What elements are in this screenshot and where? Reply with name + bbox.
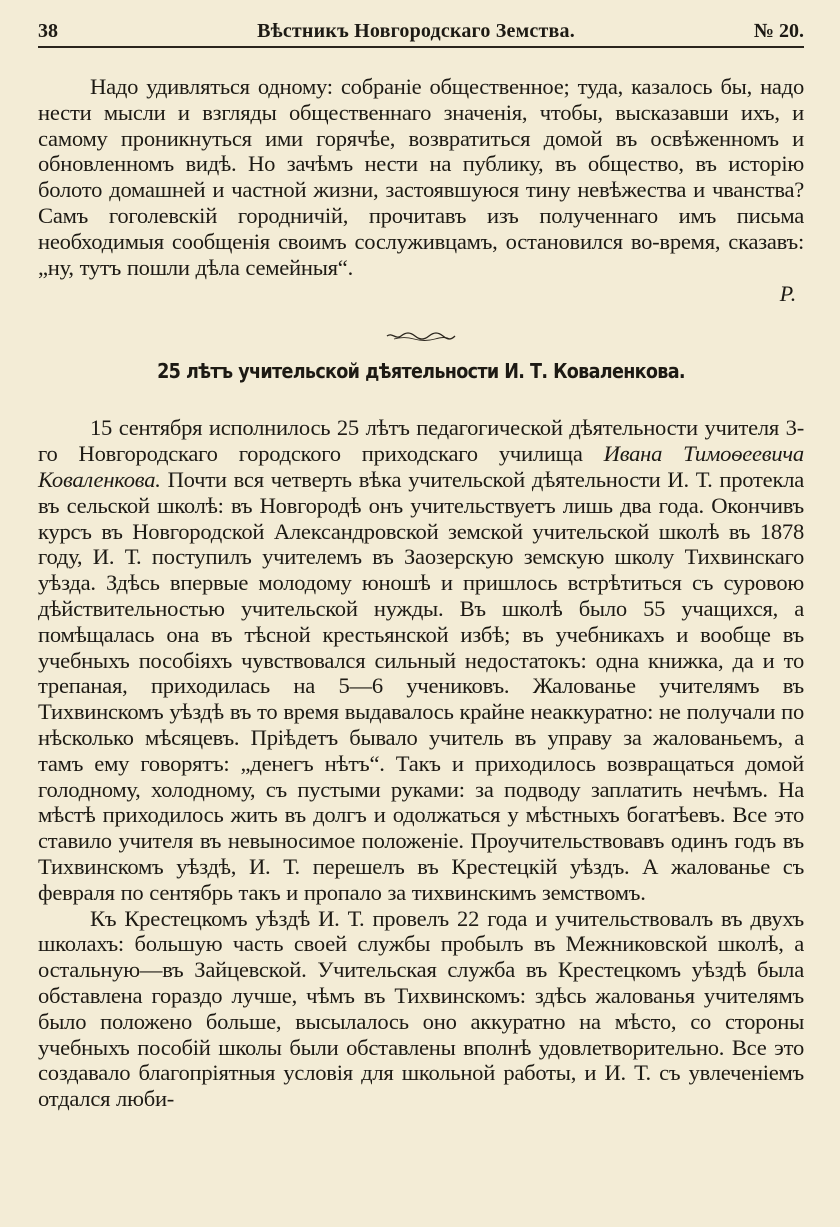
article-2-paragraph-2: Къ Крестецкомъ уѣздѣ И. Т. провелъ 22 года и учительствовалъ въ двухъ школахъ: большую часть своей службы пробылъ въ Межниковской школѣ, а остальную—въ Зайцевской. Учительская служба въ Крестецкомъ уѣздѣ была обставлена гораздо лучше, чѣмъ въ Тихвинскомъ: здѣсь жалованья учителямъ было положено больше, высылалось оно аккуратно на мѣсто, со стороны учебныхъ пособій школы были обставлены вполнѣ удовлетворительно. Все это создавало благопріятныя условія для школьной работы, и И. Т. съ увлеченіемъ отдался люби- <box>38 905 804 1112</box>
article-2-title: 25 лѣтъ учительской дѣятельности И. Т. Коваленкова. <box>157 359 685 384</box>
running-header <box>38 0 804 48</box>
paragraph-1-text-after-name: Почти вся четверть вѣка учительской дѣятельности И. Т. протекла въ сельской школѣ: въ Новгородѣ онъ учительствуетъ лишь два года. Окончивъ курсъ въ Новгородской Александровской земской учительской школѣ въ 1878 году, И. Т. поступилъ учителемъ въ Заозерскую земскую школу Тихвинскаго уѣзда. Здѣсь впервые молодому юношѣ и пришлось встрѣтиться съ суровою дѣйствительностью учительской нужды. Въ школѣ было 55 учащихся, а помѣщалась она въ тѣсной крестьянской избѣ; въ учебникахъ и вообще въ учебныхъ пособіяхъ чувствовался сильный недостатокъ: одна книжка, да и то трепаная, приходилась на 5—6 учениковъ. Жалованье учителямъ въ Тихвинскомъ уѣздѣ въ то время выдавалось крайне неаккуратно: не получали по нѣсколько мѣсяцевъ. Пріѣдетъ бывало учитель въ управу за жалованьемъ, а тамъ ему говорятъ: „денегъ нѣтъ“. Такъ и приходилось возвращаться домой голодному, холодному, съ пустыми руками: за подводу заплатить нечѣмъ. На мѣстѣ приходилось жить въ долгъ и одолжаться у мѣстныхъ богатѣевъ. Все это ставило учителя въ невыносимое положеніе. Проучительствовавъ одинъ годъ въ Тихвинскомъ уѣздѣ, И. Т. перешелъ въ Крестецкій уѣздъ. А жалованье съ февраля по сентябрь такъ и пропало за тихвинскимъ земствомъ. <box>38 466 804 905</box>
issue-number: № 20. <box>753 20 804 42</box>
journal-title: Вѣстникъ Новгородскаго Земства. <box>257 20 575 42</box>
article-1-paragraph: Надо удивляться одному: собраніе общественное; туда, казалось бы, надо нести мысли и взгляды общественнаго значенія, чтобы, высказавши ихъ, и самому проникнуться ими горячѣе, возвратиться домой въ освѣженномъ и обновленномъ видѣ. Но зачѣмъ нести на публику, въ общество, въ исторію болото домашней и частной жизни, застоявшуюся тину невѣжества и чванства? Самъ гоголевскій городничій, прочитавъ изъ полученнаго имъ письма необходимыя сообщенія своимъ сослуживцамъ, остановился во-время, сказавъ: „ну, тутъ пошли дѣла семейныя“. <box>38 74 804 280</box>
teacher-name: Ивана Тимоѳеевича Коваленкова. <box>38 441 804 492</box>
article-2-paragraph-1 <box>38 415 804 905</box>
paragraph-1-text-before-name: 15 сентября исполнилось 25 лѣтъ педагогической дѣятельности учителя 3-го Новгородскаго городского приходскаго училища <box>38 415 804 467</box>
bottom-margin <box>38 1112 804 1128</box>
page-number: 38 <box>38 20 58 42</box>
article-1-signature: Р. <box>779 281 796 307</box>
ornamental-divider <box>386 331 456 341</box>
page-content <box>38 48 804 1128</box>
